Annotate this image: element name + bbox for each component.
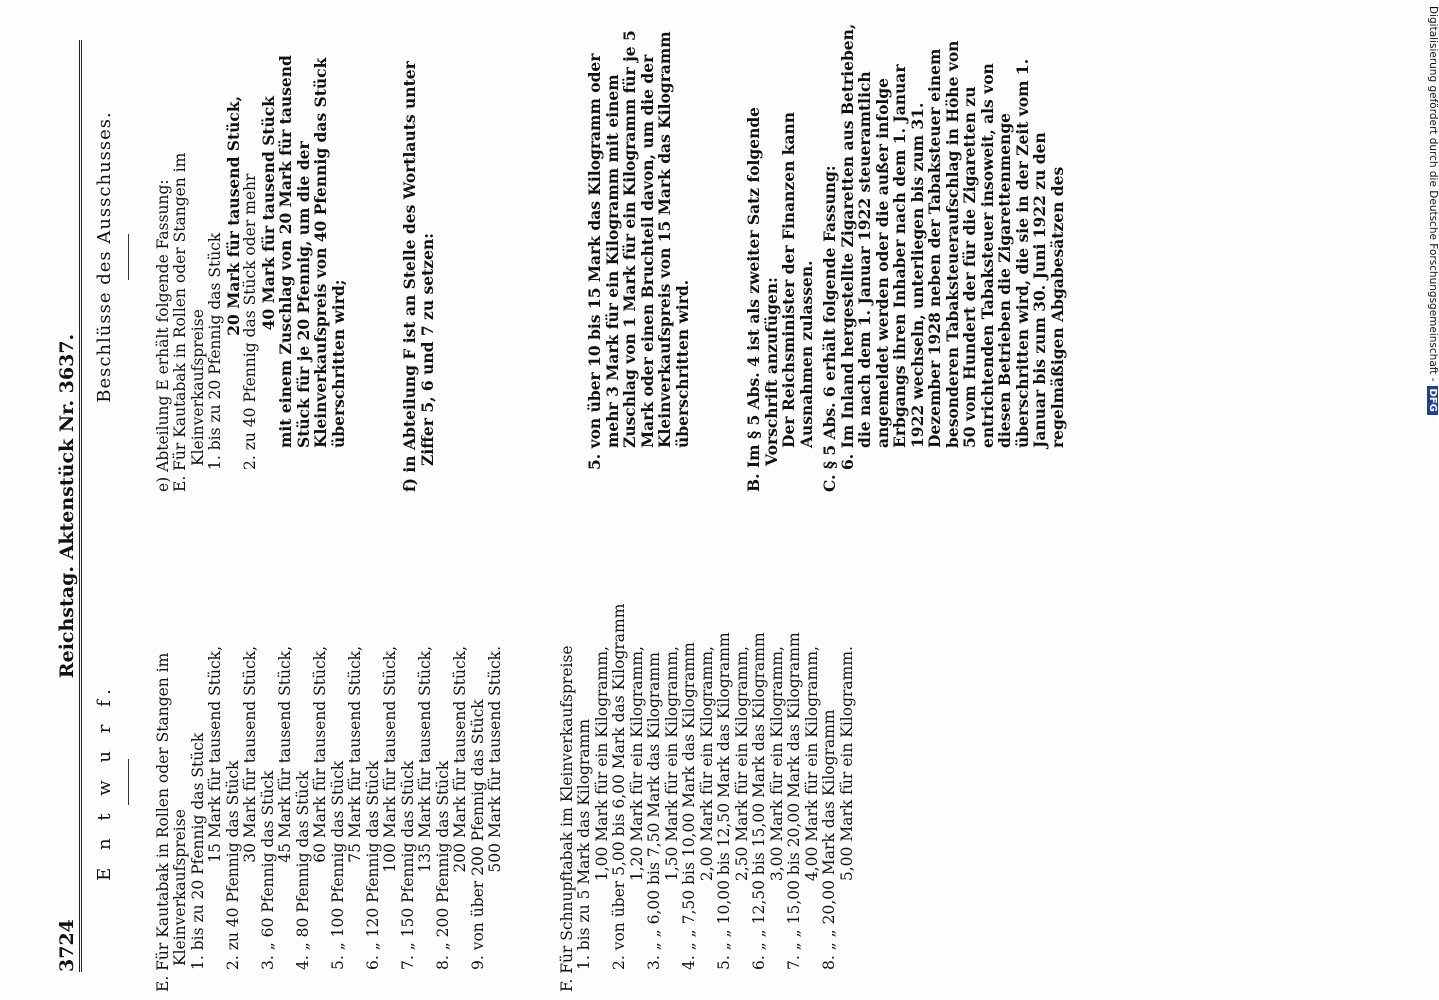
list-item bbox=[330, 572, 365, 992]
list-item-rate: 500 Mark für tausend Stück. bbox=[486, 646, 504, 873]
paragraph-E: E. Für Kautabak in Rollen oder Stangen im Kleinverkaufspreise bbox=[171, 152, 207, 492]
divider bbox=[128, 234, 129, 280]
list-item bbox=[400, 572, 435, 992]
resolution-e2-surcharge: mit einem Zuschlag von 20 Mark für tausend Stück für je 20 Pfennig, um die der Kleinverkaufspreis von 40 Pfennig das Stück überschritten wird; bbox=[276, 55, 348, 448]
resolutions-title: Beschlüsse des Ausschusses. bbox=[94, 111, 115, 403]
list-item-rate: 100 Mark für tausend Stück, bbox=[381, 646, 399, 873]
list-item-range: 7. „ „ 15,00 bis 20,00 Mark das Kilogramm bbox=[785, 632, 803, 970]
resolution-e2-line: 2. zu 40 Pfennig das Stück oder mehr bbox=[241, 173, 259, 470]
paragraph-f: f) in Abteilung F ist an Stelle des Wortlauts unter Ziffer 5, 6 und 7 zu setzen: bbox=[400, 61, 437, 492]
section-f-intro: F. Für Schnupftabak im Kleinverkaufspreise bbox=[557, 645, 576, 992]
section-e-intro: E. Für Kautabak in Rollen oder Stangen im Kleinverkaufspreise bbox=[153, 652, 189, 992]
list-item-range: 8. „ „ 20,00 Mark das Kilogramm bbox=[820, 709, 838, 970]
list-item-rate: 30 Mark für tausend Stück, bbox=[241, 646, 259, 863]
list-item-rate: 2,50 Mark für ein Kilogramm, bbox=[732, 646, 751, 882]
paragraph-C6: 6. Im Inland hergestellte Zigaretten aus Betrieben, die nach dem 1. Januar 1922 steueramtlich angemeldet werden oder die außer infolge Erbgangs ihren Inhaber nach dem 1. Januar 1922 wechseln, unterliegen bis zum 31. Dezember 1928 neben der Tabaksteuer einem besonderen Tabaksteueraufschlag in Höhe von 50 vom Hundert der für die Zigaretten zu entrichtenden Tabaksteuer insoweit, als von diesen Betrieben die Zigarettenmenge überschritten wird, die sie in der Zeit vom 1. Januar bis zum 30. Juni 1922 zu den regelmäßigen Abgabesätzen des bbox=[837, 23, 1067, 470]
list-item-range: 5. „ „ 10,00 bis 12,50 Mark das Kilogramm bbox=[715, 632, 733, 970]
list-item bbox=[190, 572, 225, 992]
list-item bbox=[751, 572, 786, 992]
list-item-rate: 200 Mark für tausend Stück, bbox=[451, 646, 469, 873]
draft-column bbox=[90, 572, 856, 992]
page-number: 3724 bbox=[56, 919, 78, 972]
list-item-rate: 15 Mark für tausend Stück, bbox=[206, 646, 224, 863]
list-item-rate: 2,00 Mark für ein Kilogramm, bbox=[697, 646, 716, 882]
resolution-e1-rate: 20 Mark für tausend Stück, bbox=[223, 96, 243, 336]
page-header bbox=[56, 40, 78, 972]
list-item-range: 5. „ 100 Pfennig das Stück bbox=[328, 760, 347, 970]
list-item bbox=[295, 572, 330, 992]
list-item bbox=[260, 572, 295, 992]
list-item-rate: 135 Mark für tausend Stück, bbox=[416, 646, 434, 873]
list-item-rate: 45 Mark für tausend Stück, bbox=[276, 646, 294, 863]
list-item-range: 3. „ „ 6,00 bis 7,50 Mark das Kilogramm bbox=[645, 652, 663, 970]
list-item bbox=[646, 572, 681, 992]
list-item-range: 3. „ 60 Pfennig das Stück bbox=[258, 770, 277, 970]
list-item-range: 9. von über 200 Pfennig das Stück bbox=[468, 699, 487, 970]
list-item-rate: 1,00 Mark für ein Kilogramm, bbox=[592, 646, 611, 882]
draft-title: E n t w u r f. bbox=[94, 683, 115, 881]
section-f-list bbox=[576, 572, 856, 992]
dfg-logo: DFG bbox=[1427, 386, 1438, 415]
section-e-list bbox=[190, 572, 505, 992]
list-item bbox=[821, 572, 856, 992]
list-item-rate: 4,00 Mark für ein Kilogramm, bbox=[802, 646, 821, 882]
list-item-range: 8. „ 200 Pfennig das Stück bbox=[433, 760, 452, 970]
header-rule bbox=[79, 40, 82, 972]
list-item bbox=[470, 572, 505, 992]
list-item-rate: 1,20 Mark für ein Kilogramm, bbox=[627, 646, 646, 882]
paragraph-B: B. Im § 5 Abs. 4 ist als zweiter Satz folgende Vorschrift anzufügen: bbox=[744, 106, 781, 492]
list-item bbox=[576, 572, 611, 992]
list-item-range: 4. „ 80 Pfennig das Stück bbox=[293, 770, 312, 970]
list-item-range: 2. zu 40 Pfennig das Stück bbox=[223, 760, 242, 970]
list-item bbox=[365, 572, 400, 992]
list-item-range: 6. „ „ 12,50 bis 15,00 Mark das Kilogramm bbox=[750, 632, 768, 970]
list-item-range: 1. bis zu 20 Pfennig das Stück bbox=[188, 732, 207, 970]
paragraph-C: C. § 5 Abs. 6 erhält folgende Fassung: bbox=[820, 165, 839, 492]
list-item-range: 4. „ „ 7,50 bis 10,00 Mark das Kilogramm bbox=[680, 642, 698, 970]
list-item-range: 7. „ 150 Pfennig das Stück bbox=[398, 760, 417, 970]
list-item-rate: 1,50 Mark für ein Kilogramm, bbox=[662, 646, 681, 882]
credit-text: Digitalisierung gefördert durch die Deutsche Forschungsgemeinschaft - bbox=[1427, 6, 1439, 382]
resolution-e2-rate: 40 Mark für tausend Stück bbox=[258, 96, 278, 331]
list-item bbox=[435, 572, 470, 992]
list-item bbox=[786, 572, 821, 992]
list-item-rate: 60 Mark für tausend Stück, bbox=[311, 646, 329, 863]
list-item bbox=[225, 572, 260, 992]
list-item-range: 6. „ 120 Pfennig das Stück bbox=[363, 760, 382, 970]
list-item-rate: 5,00 Mark für ein Kilogramm. bbox=[837, 646, 856, 882]
paragraph-e: e) Abteilung E erhält folgende Fassung: bbox=[153, 179, 172, 492]
list-item-rate: 3,00 Mark für ein Kilogramm, bbox=[767, 646, 786, 882]
list-item-range: 2. von über 5,00 bis 6,00 Mark das Kilogramm bbox=[610, 603, 628, 970]
list-item bbox=[681, 572, 716, 992]
paragraph-B-text: Der Reichsminister der Finanzen kann Ausnahmen zulassen. bbox=[779, 111, 816, 448]
resolution-e1-line: 1. bis zu 20 Pfennig das Stück bbox=[206, 232, 224, 470]
list-item-rate: 75 Mark für tausend Stück, bbox=[346, 646, 364, 863]
divider bbox=[128, 759, 129, 805]
digitization-credit bbox=[1425, 6, 1439, 412]
list-item-range: 1. bis zu 5 Mark das Kilogramm bbox=[575, 718, 593, 970]
list-item bbox=[611, 572, 646, 992]
header-title: Reichstag. Aktenstück Nr. 3637. bbox=[56, 333, 78, 679]
resolution-f5: 5. von über 10 bis 15 Mark das Kilogramm oder mehr 3 Mark für ein Kilogramm mit einem Zuschlag von 1 Mark für ein Kilogramm für je 5 Mark oder einen Bruchteil davon, um die der Kleinverkaufspreis von 15 Mark das Kilogramm überschritten wird. bbox=[585, 30, 692, 470]
resolutions-column bbox=[90, 22, 1066, 492]
list-item bbox=[716, 572, 751, 992]
